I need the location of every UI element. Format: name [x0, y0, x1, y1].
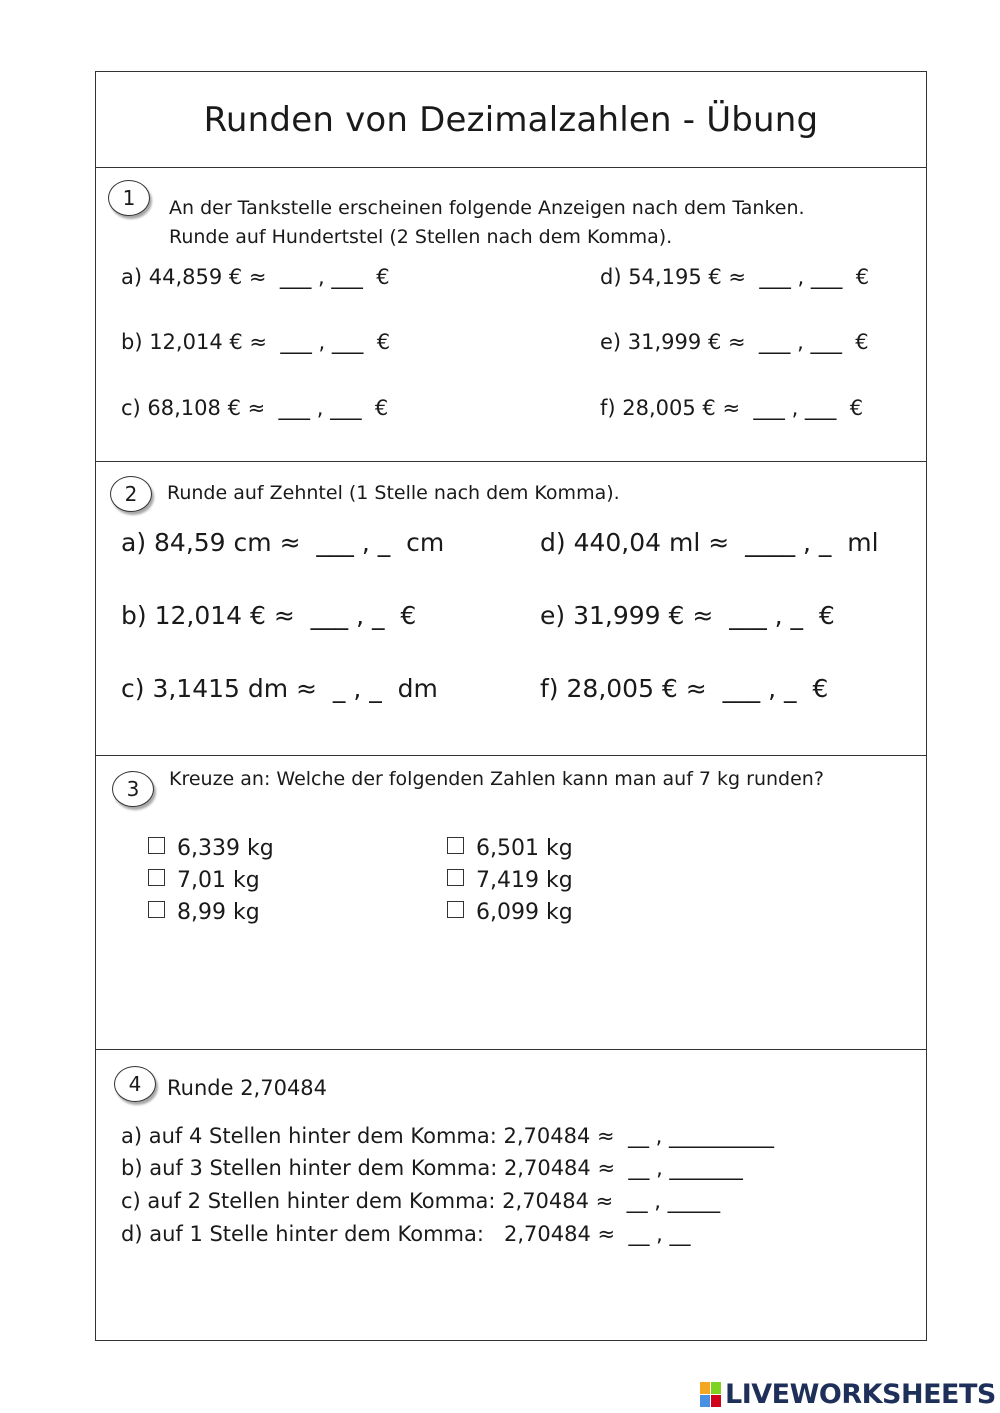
- section-number: 4: [114, 1066, 156, 1102]
- option-label: 6,339 kg: [177, 836, 274, 861]
- option-label: 8,99 kg: [177, 900, 260, 925]
- section-number: 1: [108, 180, 150, 216]
- checkbox[interactable]: [447, 869, 464, 886]
- option-label: 6,501 kg: [476, 836, 573, 861]
- page-title: Runden von Dezimalzahlen - Übung: [203, 99, 819, 140]
- rounding-line[interactable]: b) auf 3 Stellen hinter dem Komma: 2,70484 ≈ __ , _______: [121, 1156, 743, 1180]
- instruction-line-2: Runde auf Hundertstel (2 Stellen nach dem Komma).: [169, 226, 673, 248]
- instruction-line-1: An der Tankstelle erscheinen folgende Anzeigen nach dem Tanken.: [169, 197, 805, 219]
- checkbox-option[interactable]: [148, 836, 274, 861]
- logo-tile: [700, 1395, 710, 1407]
- checkbox-option[interactable]: [447, 868, 573, 893]
- section-2: [96, 462, 926, 756]
- section-4: [96, 1050, 926, 1342]
- exercise-item[interactable]: a) 44,859 € ≈ ___ , ___ €: [121, 265, 390, 289]
- rounding-line[interactable]: c) auf 2 Stellen hinter dem Komma: 2,70484 ≈ __ , _____: [121, 1189, 721, 1213]
- exercise-item[interactable]: b) 12,014 € ≈ ___ , _ €: [121, 601, 417, 630]
- exercise-item[interactable]: d) 440,04 ml ≈ ____ , _ ml: [540, 528, 879, 557]
- option-label: 7,419 kg: [476, 868, 573, 893]
- checkbox[interactable]: [148, 869, 165, 886]
- checkbox[interactable]: [148, 901, 165, 918]
- checkbox-option[interactable]: [148, 900, 260, 925]
- logo-tile: [711, 1382, 721, 1394]
- exercise-item[interactable]: b) 12,014 € ≈ ___ , ___ €: [121, 330, 391, 354]
- exercise-item[interactable]: c) 3,1415 dm ≈ _ , _ dm: [121, 674, 438, 703]
- option-label: 7,01 kg: [177, 868, 260, 893]
- checkbox[interactable]: [447, 901, 464, 918]
- exercise-item[interactable]: e) 31,999 € ≈ ___ , ___ €: [600, 330, 869, 354]
- checkbox[interactable]: [148, 837, 165, 854]
- section-number: 3: [112, 771, 154, 807]
- exercise-item[interactable]: e) 31,999 € ≈ ___ , _ €: [540, 601, 835, 630]
- logo-tile: [700, 1382, 710, 1394]
- section-3: [96, 756, 926, 1050]
- logo-tile: [711, 1395, 721, 1407]
- title-box: [96, 72, 926, 168]
- section-1: [96, 168, 926, 462]
- rounding-line[interactable]: d) auf 1 Stelle hinter dem Komma: 2,70484 ≈ __ , __: [121, 1222, 691, 1246]
- instruction: Kreuze an: Welche der folgenden Zahlen kann man auf 7 kg runden?: [169, 768, 824, 790]
- checkbox-option[interactable]: [148, 868, 260, 893]
- exercise-item[interactable]: f) 28,005 € ≈ ___ , ___ €: [600, 396, 864, 420]
- section-number: 2: [110, 476, 152, 512]
- instruction: Runde auf Zehntel (1 Stelle nach dem Komma).: [167, 482, 620, 504]
- checkbox[interactable]: [447, 837, 464, 854]
- exercise-item[interactable]: a) 84,59 cm ≈ ___ , _ cm: [121, 528, 445, 557]
- exercise-item[interactable]: c) 68,108 € ≈ ___ , ___ €: [121, 396, 389, 420]
- rounding-line[interactable]: a) auf 4 Stellen hinter dem Komma: 2,70484 ≈ __ , __________: [121, 1124, 774, 1148]
- worksheet: [95, 71, 927, 1341]
- exercise-item[interactable]: f) 28,005 € ≈ ___ , _ €: [540, 674, 829, 703]
- logo-text: LIVEWORKSHEETS: [725, 1378, 996, 1410]
- liveworksheets-logo: [700, 1378, 996, 1410]
- logo-icon: [700, 1382, 721, 1407]
- exercise-item[interactable]: d) 54,195 € ≈ ___ , ___ €: [600, 265, 870, 289]
- instruction: Runde 2,70484: [167, 1076, 328, 1100]
- checkbox-option[interactable]: [447, 836, 573, 861]
- option-label: 6,099 kg: [476, 900, 573, 925]
- checkbox-option[interactable]: [447, 900, 573, 925]
